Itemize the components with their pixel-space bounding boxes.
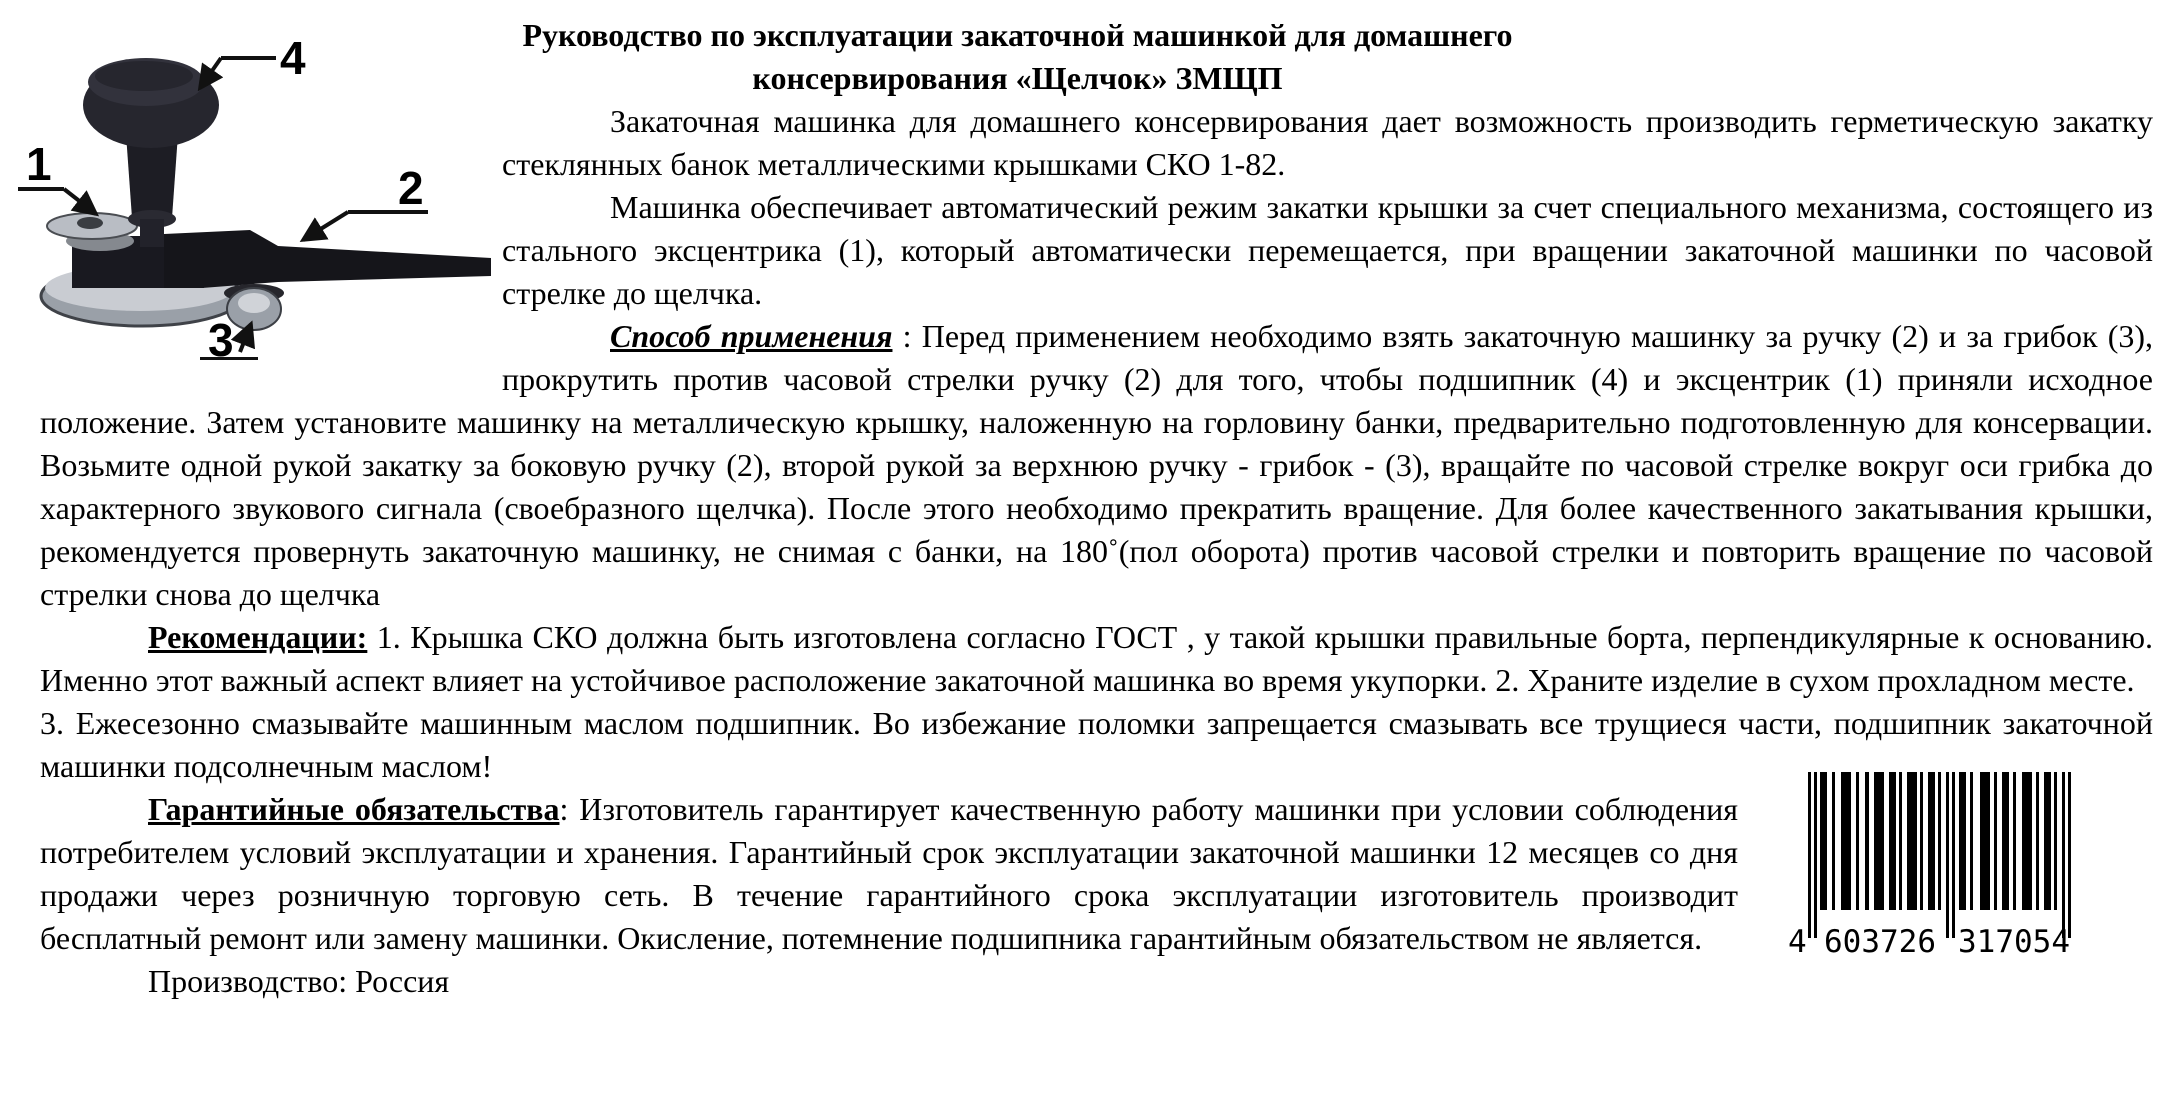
callout-4: 3 xyxy=(208,314,234,360)
recommendations-paragraph xyxy=(40,616,2153,702)
barcode-image xyxy=(1786,768,2076,958)
warranty-heading: Гарантийные обязательства xyxy=(148,791,560,827)
usage-heading: Способ применения xyxy=(610,318,893,354)
callout-2: 2 xyxy=(398,162,424,214)
product-figure xyxy=(14,8,494,360)
recommendations-body: 1. Крышка СКО должна быть изготовлена согласно ГОСТ , у такой крышки правильные борта, перпендикулярные к основанию. Именно этот важный аспект влияет на устойчивое расположение закаточной машинка во время укупорки. 2. Храните изделие в сухом прохладном месте. xyxy=(40,619,2153,698)
callout-2-arrow xyxy=(303,212,348,240)
shaft-lower xyxy=(140,219,164,247)
mechanism-paragraph: Машинка обеспечивает автоматический режим закатки крышки за счет специального механизма, состоящего из стального эксцентрика (1), который автоматически перемещается, при вращении закаточной машинки по часовой стрелке до щелчка. xyxy=(502,189,2153,311)
barcode-digit-lead: 4 xyxy=(1788,924,1807,958)
barcode-block xyxy=(1738,768,2153,960)
usage-body: : Перед применением необходимо взять закаточную машинку за ручку (2) и за грибок (3), прокрутить против часовой стрелки ручку (2) для того, чтобы подшипник (4) и эксцентрик (1) приняли исходное положение. Затем установите машинку на металлическую крышку, наложенную на горловину банки, предварительно подготовленную для консервации. Возьмите одной рукой закатку за боковую ручку (2), второй рукой за верхнюю ручку - грибок - (3), вращайте по часовой стрелке вокруг оси грибка до характерного звукового сигнала (своебразного щелчка). После этого необходимо прекратить вращение. Для более качественного закатывания крышки, рекомендуется провернуть закаточную машинку, не снимая с банки, на 180˚(пол оборота) против часовой стрелки и повторить вращение по часовой стрелки снова до щелчка xyxy=(40,318,2154,612)
barcode-digits-left: 603726 xyxy=(1824,924,1936,958)
title-line-2: консервирования «Щелчок» ЗМЩП xyxy=(752,60,1283,96)
production-line: Производство: Россия xyxy=(148,963,450,999)
bearing-cap xyxy=(238,293,270,313)
warranty-body: : Изготовитель гарантирует качественную работу машинки при условии соблюдения потребителем условий эксплуатации и хранения. Гарантийный срок эксплуатации закаточной машинки 12 месяцев со дня продажи через розничную торговую сеть. В течение гарантийного срока эксплуатации изготовитель производит бесплатный ремонт или замену машинки. Окисление, потемнение подшипника гарантийным обязательством не является. xyxy=(40,791,1739,956)
intro-paragraph: Закаточная машинка для домашнего консервирования дает возможность производить герметическую закатку стеклянных банок металлическими крышками СКО 1-82. xyxy=(502,103,2153,182)
lubrication-paragraph: 3. Ежесезонно смазывайте машинным маслом подшипник. Во избежание поломки запрещается смазывать все трущиеся части, подшипник закаточной машинки подсолнечным маслом! xyxy=(40,705,2153,784)
title-line-1: Руководство по эксплуатации закаточной машинкой для домашнего xyxy=(522,17,1513,53)
recommendations-heading: Рекомендации: xyxy=(148,619,368,655)
barcode-digits-right: 317054 xyxy=(1958,924,2070,958)
callout-1: 1 xyxy=(26,138,52,190)
knob-top-inner xyxy=(95,61,193,91)
callout-3: 4 xyxy=(280,32,306,84)
callout-1-arrow xyxy=(64,189,96,214)
usage-paragraph xyxy=(40,315,2153,616)
callout-3-arrow xyxy=(200,58,221,88)
seaming-machine-image xyxy=(14,8,494,360)
eccentric-screw xyxy=(77,217,103,229)
lever-arm xyxy=(164,230,491,288)
